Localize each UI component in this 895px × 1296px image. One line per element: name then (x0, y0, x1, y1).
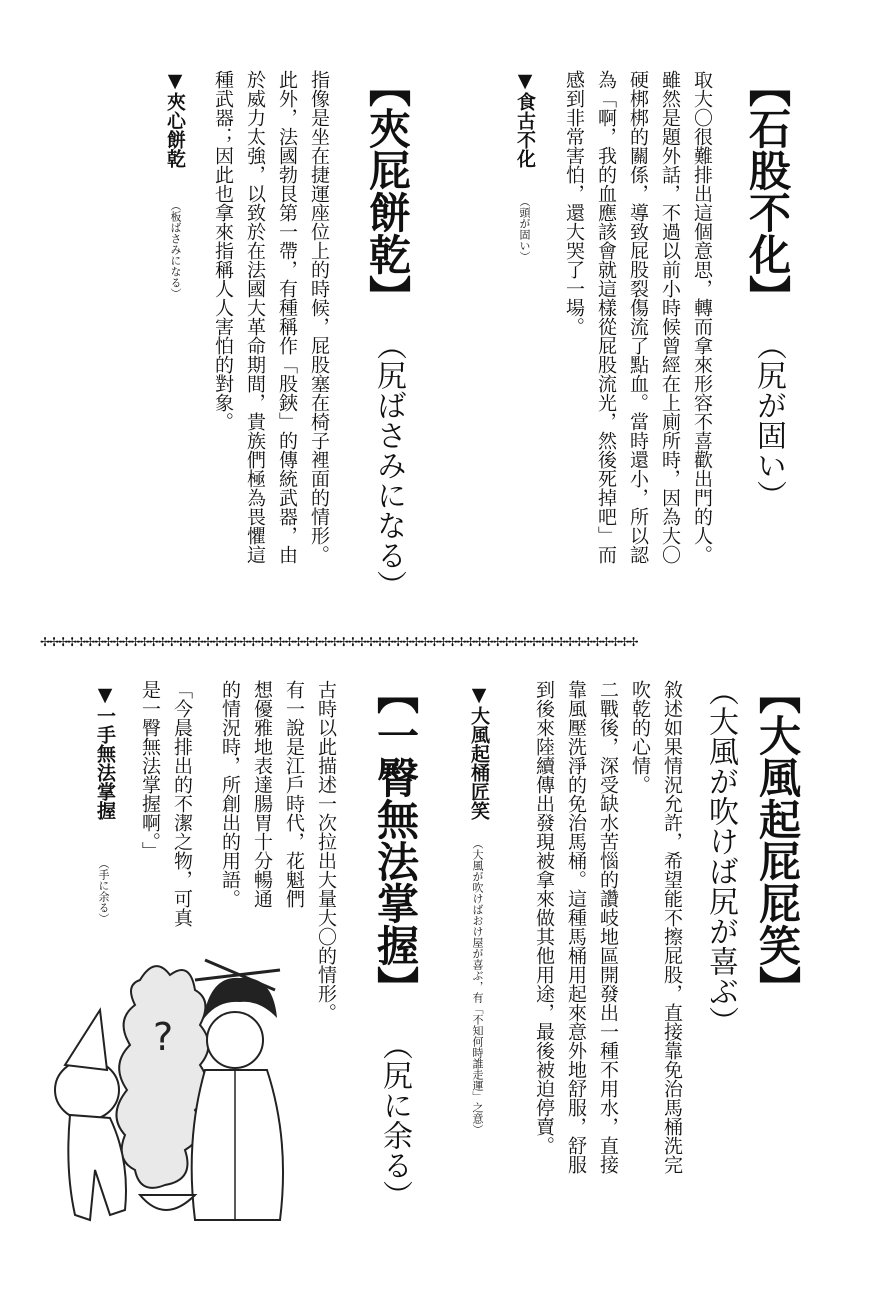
body-line: 古時以此描述一次拉出大量大〇的情形。 (315, 680, 337, 1022)
body-line: 為「啊，我的血應該會就這樣從屁股流光，然後死掉吧」而 (595, 70, 617, 564)
illustration-oiran (45, 940, 295, 1240)
body-line: 靠風壓洗淨的免治馬桶。這種馬桶用起來意外地舒服，舒服 (565, 680, 587, 1174)
section-reading: （尻に余る） (377, 1030, 412, 1210)
sub-entry-reading: （手に余る） (97, 858, 110, 924)
sub-entry-reading: （大風が吹けばおけ屋が喜ぶ，有「不知何時誰走運」之意） (471, 838, 484, 1135)
small-character-hair (65, 1010, 107, 1070)
section-reading: （尻が固い） (751, 330, 786, 510)
body-line: 是一臀無法掌握啊。」 (139, 680, 161, 861)
section-title: 【大風起屁屁笑】 (753, 672, 802, 1008)
body-line: 種武器；因此也拿來指稱人人害怕的對象。 (212, 70, 234, 431)
section-title: 【夾屁餅乾】 (363, 65, 412, 317)
body-line: 二戰後，深受缺水苦惱的讚岐地區開發出一種不用水，直接 (597, 680, 619, 1174)
section-divider: ✢✢✢✢✢✢✢✢✢✢✢✢✢✢✢✢✢✢✢✢✢✢✢✢✢✢✢✢✢✢✢✢✢✢✢✢✢✢✢✢✢✢✢✢✢✢✢✢✢✢✢✢✢✢✢✢✢✢✢✢✢✢✢✢✢✢ (40, 636, 638, 648)
body-line: 於威力太強，以致於在法國大革命期間，貴族們極為畏懼這 (244, 70, 266, 564)
sub-entry-title: ▼食古不化 (514, 70, 536, 168)
question-mark: ? (153, 1015, 174, 1059)
body-line: 到後來陸續傳出發現被拿來做其他用途，最後被迫停賣。 (533, 680, 555, 1155)
body-line: 取大〇很難排出這個意思，轉而拿來形容不喜歡出門的人。 (691, 70, 713, 564)
body-line: 「今晨排出的不潔之物，可真 (171, 680, 193, 927)
body-line: 此外，法國勃艮第一帶，有種稱作「股鋏」的傳統武器，由 (276, 70, 298, 564)
body-line: 吹乾的心情。 (629, 680, 651, 794)
body-line: 敘述如果情況允許，希望能不擦屁股，直接靠免治馬桶洗完 (661, 680, 683, 1174)
sub-entry-reading: （頭が固い） (518, 196, 531, 262)
section-reading: （尻ばさみになる） (371, 330, 406, 600)
sub-entry-title: ▼一手無法掌握 (94, 684, 116, 820)
oiran-kimono (192, 1070, 283, 1220)
small-character-body (68, 1115, 126, 1220)
bowl (140, 1195, 195, 1210)
section-reading: （大風が吹けば尻が喜ぶ） (703, 676, 738, 1036)
body-line: 指像是坐在捷運座位上的時候，屁股塞在椅子裡面的情形。 (308, 70, 330, 564)
body-line: 感到非常害怕，還大哭了一場。 (563, 70, 585, 336)
body-line: 雖然是題外話，不過以前小時候曾經在上廁所時，因為大〇 (659, 70, 681, 564)
body-line: 想優雅地表達腸胃十分暢通 (251, 680, 273, 908)
oiran-face (207, 1012, 263, 1068)
body-line: 的情況時，所創出的用語。 (219, 680, 241, 908)
body-line: 有一說是江戶時代，花魁們 (283, 680, 305, 908)
small-character-head (55, 1060, 119, 1120)
section-title: 【一臀無法掌握】 (371, 672, 420, 1008)
section-title: 【石股不化】 (743, 65, 792, 317)
sub-entry-title: ▼大風起桶匠笑 (468, 684, 490, 820)
sub-entry-title: ▼夾心餅乾 (164, 70, 186, 168)
sub-entry-reading: （板ばさみになる） (169, 200, 182, 299)
body-line: 硬梆梆的關係，導致屁股裂傷流了點血。當時還小，所以認 (627, 70, 649, 564)
